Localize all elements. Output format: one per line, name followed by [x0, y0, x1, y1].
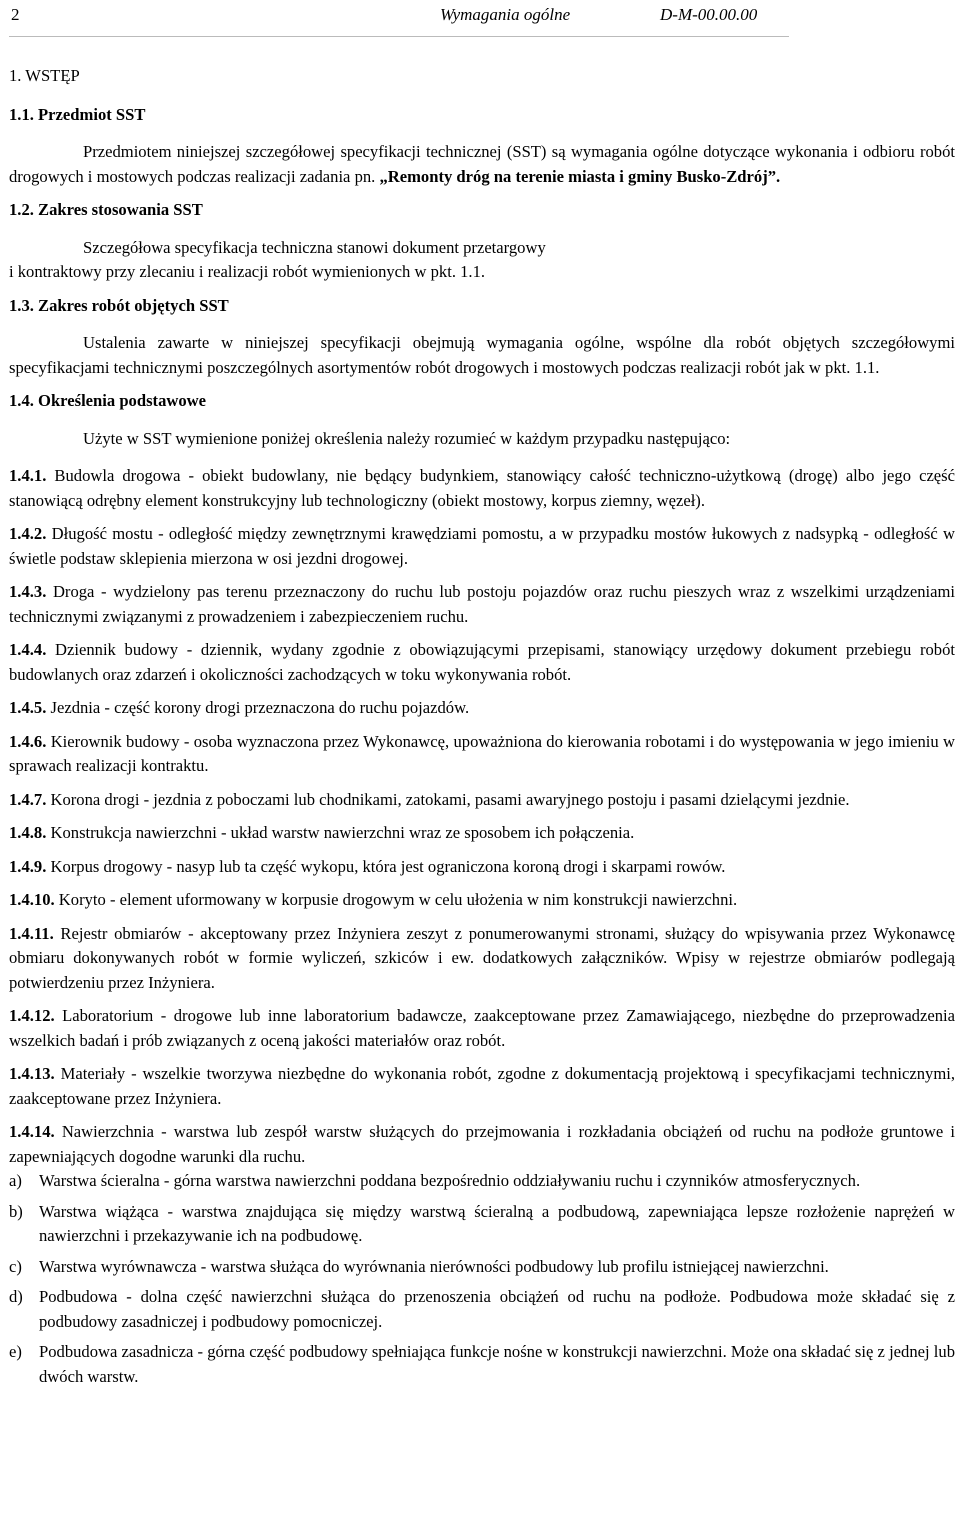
definition-item: 1.4.9. Korpus drogowy - nasyp lub ta część wykopu, która jest ograniczona koroną drogi i skarpami rowów.	[9, 856, 726, 876]
definition-item: 1.4.12. Laboratorium - drogowe lub inne laboratorium badawcze, zaakceptowane przez Zamawiającego, niezbędne do przeprowadzenia wszelkich badań i prób związanych z oceną jakości materiałów oraz robót.	[9, 1006, 955, 1050]
sublist-item: e) Podbudowa zasadnicza - górna część podbudowy spełniająca funkcje nośne w konstrukcji nawierzchni. Może ona składać się z jednej lub dwóch warstw.	[9, 1342, 955, 1386]
sublist-item: d) Podbudowa - dolna część nawierzchni służąca do przenoszenia obciążeń od ruchu na podłoże. Podbudowa może składać się z podbudowy zasadniczej i podbudowy pomocniczej.	[9, 1287, 955, 1331]
subsection-heading-1-2: 1.2. Zakres stosowania SST	[9, 200, 203, 219]
definition-item: 1.4.1. Budowla drogowa - obiekt budowlany, nie będący budynkiem, stanowiący całość techniczno-użytkową (drogę) albo jego część stanowiącą odrębny element konstrukcyjny lub technologiczny (obiekt mostowy, korpus ziemny, węzeł).	[9, 466, 955, 510]
layers-sublist	[9, 1169, 955, 1389]
subsection-heading-1-4: 1.4. Określenia podstawowe	[9, 391, 206, 410]
subsection-1-4-intro: Użyte w SST wymienione poniżej określenia należy rozumieć w każdym przypadku następująco:	[83, 428, 731, 448]
definition-item: 1.4.10. Koryto - element uformowany w korpusie drogowym w celu ułożenia w nim konstrukcji nawierzchni.	[9, 890, 738, 909]
document-body	[9, 64, 955, 1395]
definition-item: 1.4.7. Korona drogi - jezdnia z poboczami lub chodnikami, zatokami, pasami awaryjnego postoju i pasami dzielącymi jezdnie.	[9, 789, 850, 809]
header-doc-code: D-M-00.00.00	[660, 5, 758, 24]
definition-item: 1.4.13. Materiały - wszelkie tworzywa niezbędne do wykonania robót, zgodne z dokumentacją projektową i specyfikacjami technicznymi, zaakceptowane przez Inżyniera.	[9, 1064, 955, 1108]
subsection-1-2-line2: i kontraktowy przy zlecaniu i realizacji robót wymienionych w pkt. 1.1.	[9, 262, 486, 281]
sublist-item: c) Warstwa wyrównawcza - warstwa służąca do wyrównania nierówności podbudowy lub profilu istniejącej nawierzchni.	[9, 1256, 829, 1276]
subsection-1-1-text: Przedmiotem niniejszej szczegółowej specyfikacji technicznej (SST) są wymagania ogólne dotyczące wykonania i odbioru robót drogowych i mostowych podczas realizacji zadania pn. „Remonty dróg na terenie miasta i gminy Busko-Zdrój”.	[9, 142, 955, 186]
sublist-item: b) Warstwa wiążąca - warstwa znajdująca się między warstwą ścieralną a podbudową, zapewniająca lepsze rozłożenie naprężeń w nawierzchni i przekazywanie ich na podbudowę.	[9, 1201, 955, 1245]
definition-item: 1.4.2. Długość mostu - odległość między zewnętrznymi krawędziami pomostu, a w przypadku mostów łukowych z nadsypką - odległość w świetle podstaw sklepienia mierzona w osi jezdni drogowej.	[9, 524, 955, 568]
definition-item: 1.4.8. Konstrukcja nawierzchni - układ warstw nawierzchni wraz ze sposobem ich połączenia.	[9, 823, 635, 842]
definition-item: 1.4.11. Rejestr obmiarów - akceptowany przez Inżyniera zeszyt z ponumerowanymi stronami, służący do wpisywania przez Wykonawcę obmiaru dokonywanych robót w formie wyliczeń, szkiców i ew. dodatkowych załączników. Wpisy w rejestrze obmiarów podlegają potwierdzeniu przez Inżyniera.	[9, 923, 955, 992]
header-divider	[9, 36, 789, 37]
page-header	[9, 3, 955, 27]
header-section-title: Wymagania ogólne	[440, 5, 571, 24]
project-title: „Remonty dróg na terenie miasta i gminy Busko-Zdrój”.	[379, 166, 781, 186]
definition-item: 1.4.6. Kierownik budowy - osoba wyznaczona przez Wykonawcę, upoważniona do kierowania robotami i do występowania w jego imieniu w sprawach realizacji kontraktu.	[9, 731, 956, 775]
definition-item: 1.4.3. Droga - wydzielony pas terenu przeznaczony do ruchu lub postoju pojazdów oraz ruchu pieszych wraz z wszelkimi urządzeniami technicznymi związanymi z prowadzeniem i zabezpieczeniem ruchu.	[9, 582, 955, 626]
subsection-heading-1-3: 1.3. Zakres robót objętych SST	[9, 295, 229, 315]
sublist-item: a) Warstwa ścieralna - górna warstwa nawierzchni poddana bezpośrednio oddziaływaniu ruchu i czynników atmosferycznych.	[9, 1171, 861, 1190]
page-number: 2	[11, 5, 20, 24]
subsection-1-2-line1: Szczegółowa specyfikacja techniczna stanowi dokument przetargowy	[83, 237, 546, 257]
section-heading: 1. WSTĘP	[9, 66, 80, 85]
definition-item: 1.4.4. Dziennik budowy - dziennik, wydany zgodnie z obowiązującymi przepisami, stanowiący urzędowy dokument przebiegu robót budowlanych oraz zdarzeń i okoliczności zachodzących w toku wykonywania robót.	[9, 640, 955, 684]
subsection-heading-1-1: 1.1. Przedmiot SST	[9, 104, 146, 124]
definitions-list	[9, 464, 955, 1169]
definition-item: 1.4.5. Jezdnia - część korony drogi przeznaczona do ruchu pojazdów.	[9, 698, 470, 717]
subsection-1-3-text: Ustalenia zawarte w niniejszej specyfikacji obejmują wymagania ogólne, wspólne dla robót objętych szczegółowymi specyfikacjami technicznymi poszczególnych asortymentów robót drogowych i mostowych podczas realizacji robót jak w pkt. 1.1.	[9, 333, 955, 377]
definition-item: 1.4.14. Nawierzchnia - warstwa lub zespół warstw służących do przejmowania i rozkładania obciążeń od ruchu na podłoże gruntowe i zapewniających dogodne warunki dla ruchu.	[9, 1122, 955, 1166]
